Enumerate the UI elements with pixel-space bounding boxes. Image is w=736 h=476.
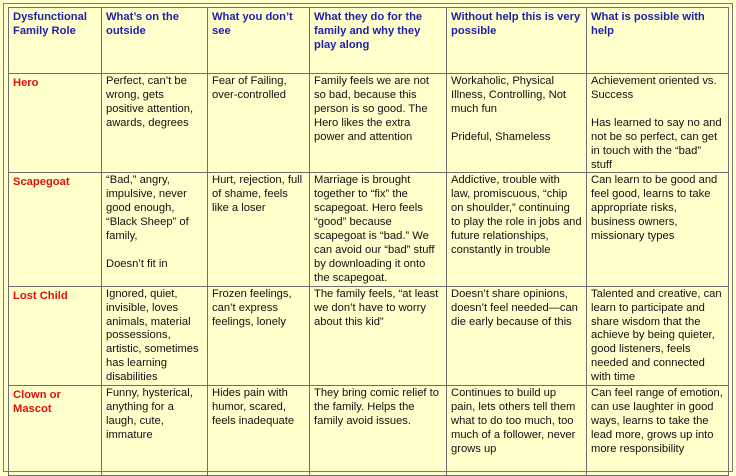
role-name: Lost Child xyxy=(9,286,102,385)
cell-without-help xyxy=(447,173,587,286)
table-row-lost-child xyxy=(9,286,729,385)
cell-text: Workaholic, Physical Illness, Controlling, Not much fun xyxy=(451,75,567,115)
cell-text: The family feels, “at least we don’t have to worry about this kid” xyxy=(314,287,439,328)
role-name: Clown or Mascot xyxy=(9,386,102,476)
cell-text: Continues to build up pain, lets others tell them what to do too much, too much of a follower, never grows up xyxy=(451,387,576,455)
header-row xyxy=(9,8,729,74)
cell-text: They bring comic relief to the family. Helps the family avoid issues. xyxy=(314,387,439,427)
cell-outside xyxy=(102,386,208,476)
cell-with-help xyxy=(587,173,729,286)
cell-text: Funny, hysterical, anything for a laugh, cute, immature xyxy=(106,387,193,441)
table-row-hero xyxy=(9,74,729,173)
header-with-help: What is possible with help xyxy=(587,8,729,74)
cell-text: Perfect, can’t be wrong, gets positive attention, awards, degrees xyxy=(106,75,194,129)
family-roles-table xyxy=(8,7,729,476)
cell-unseen xyxy=(208,286,310,385)
cell-outside xyxy=(102,173,208,286)
cell-text: Hides pain with humor, scared, feels inadequate xyxy=(212,387,295,427)
cell-text: Can feel range of emotion, can use laughter in good ways, learns to take the lead more, grows up into more responsibility xyxy=(591,387,723,455)
cell-text: Achievement oriented vs. Success xyxy=(591,75,717,101)
cell-text: Hurt, rejection, full of shame, feels like a loser xyxy=(212,174,303,215)
cell-text: “Bad,” angry, impulsive, never good enough, “Black Sheep” of family, xyxy=(106,174,189,243)
cell-outside xyxy=(102,74,208,173)
cell-without-help xyxy=(447,286,587,385)
cell-text: Can learn to be good and feel good, learns to take appropriate risks, business owners, missionary types xyxy=(591,174,718,243)
cell-with-help xyxy=(587,74,729,173)
cell-with-help xyxy=(587,286,729,385)
table-row-clown-or-mascot xyxy=(9,386,729,476)
cell-text: Prideful, Shameless xyxy=(451,130,551,143)
cell-unseen xyxy=(208,386,310,476)
header-for-family: What they do for the family and why they play along xyxy=(310,8,447,74)
cell-for-family xyxy=(310,286,447,385)
header-outside: What’s on the outside xyxy=(102,8,208,74)
cell-text: Doesn’t share opinions, doesn’t feel needed—can die early because of this xyxy=(451,287,578,328)
cell-text: Frozen feelings, can’t express feelings, lonely xyxy=(212,287,292,328)
cell-outside xyxy=(102,286,208,385)
cell-text: Has learned to say no and not be so perfect, can get in touch with the “bad” stuff xyxy=(591,116,722,171)
cell-text: Addictive, trouble with law, promiscuous, “chip on shoulder,” continuing to play the role in jobs and future relationships, constantly in trouble xyxy=(451,174,582,256)
cell-unseen xyxy=(208,173,310,286)
cell-text: Marriage is brought together to “fix” the scapegoat. Hero feels “good” because scapegoat is “bad.” We can avoid our “bad” stuff by downloading it onto the scapegoat. xyxy=(314,174,435,284)
cell-text: Doesn’t fit in xyxy=(106,257,168,270)
cell-unseen xyxy=(208,74,310,173)
role-name: Scapegoat xyxy=(9,173,102,286)
cell-without-help xyxy=(447,74,587,173)
header-role: Dysfunctional Family Role xyxy=(9,8,102,74)
header-unseen: What you don’t see xyxy=(208,8,310,74)
header-without-help: Without help this is very possible xyxy=(447,8,587,74)
cell-for-family xyxy=(310,173,447,286)
role-name: Hero xyxy=(9,74,102,173)
cell-for-family xyxy=(310,74,447,173)
table-row-scapegoat xyxy=(9,173,729,286)
cell-text: Family feels we are not so bad, because this person is so good. The Hero likes the extra power and attention xyxy=(314,75,430,143)
cell-without-help xyxy=(447,386,587,476)
cell-text: Fear of Failing, over-controlled xyxy=(212,75,287,101)
cell-text: Ignored, quiet, invisible, loves animals, material possessions, artistic, sometimes has learning disabilities xyxy=(106,287,199,384)
cell-for-family xyxy=(310,386,447,476)
cell-text: Talented and creative, can learn to participate and share wisdom that the achieve by being quieter, good listeners, feels needed and connected with time xyxy=(591,287,722,384)
cell-with-help xyxy=(587,386,729,476)
